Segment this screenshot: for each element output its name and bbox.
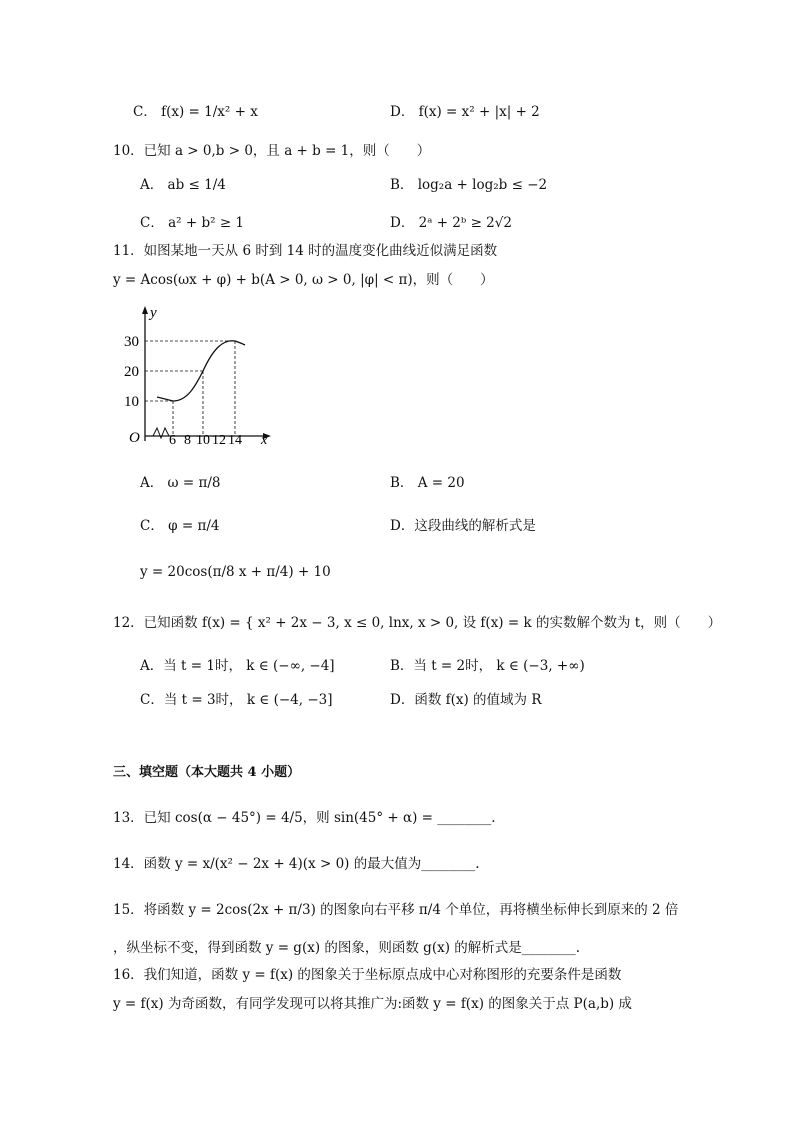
q10-stem: 10．已知 a > 0,b > 0，且 a + b = 1，则（ ）	[113, 143, 431, 159]
x-tick-10: 10	[196, 433, 210, 448]
q12-stem: 12．已知函数 f(x) = { x² + 2x − 3, x ≤ 0, lnx, x > 0, 设 f(x) = k 的实数解个数为 t，则（ ）	[113, 615, 722, 631]
q16-line2: y = f(x) 为奇函数，有同学发现可以将其推广为:函数 y = f(x) 的图象关于点 P(a,b) 成	[113, 996, 632, 1012]
q15-line2: ，纵坐标不变，得到函数 y = g(x) 的图象，则函数 g(x) 的解析式是________.	[113, 940, 581, 956]
y-axis-label: y	[150, 305, 157, 321]
y-tick-20: 20	[124, 364, 139, 380]
q10-option-c: C． a² + b² ≥ 1	[140, 215, 245, 231]
q11-option-c: C． φ = π/4	[140, 518, 220, 534]
q11-stem-line2: y = Acos(ωx + φ) + b(A > 0, ω > 0, |φ| < π)，则（ ）	[113, 272, 494, 288]
q10-option-d: D． 2ᵃ + 2ᵇ ≥ 2√2	[390, 215, 512, 231]
q11-option-b: B． A = 20	[390, 475, 465, 491]
x-tick-6: 6	[169, 433, 176, 448]
q11-option-d: D．这段曲线的解析式是	[390, 518, 536, 534]
q9-option-d: D． f(x) = x² + |x| + 2	[390, 104, 540, 120]
q11-stem-line1: 11．如图某地一天从 6 时到 14 时的温度变化曲线近似满足函数	[113, 243, 498, 259]
x-axis-label: x	[261, 433, 268, 448]
q12-option-a: A．当 t = 1时， k ∈ (−∞, −4]	[140, 658, 335, 674]
y-axis-arrow	[142, 306, 148, 314]
q10-option-b: B． log₂a + log₂b ≤ −2	[390, 177, 548, 193]
temperature-graph	[113, 303, 293, 448]
q12-option-b: B．当 t = 2时， k ∈ (−3, +∞)	[390, 658, 585, 674]
section-title: 三、填空题（本大题共 4 小题）	[113, 765, 301, 780]
q16-line1: 16．我们知道，函数 y = f(x) 的图象关于坐标原点成中心对称图形的充要条件是函数	[113, 967, 622, 983]
origin-label: O	[129, 430, 140, 446]
q13-stem: 13．已知 cos(α − 45°) = 4/5，则 sin(45° + α) = ________.	[113, 810, 496, 826]
q11-option-d-formula: y = 20cos(π/8 x + π/4) + 10	[140, 564, 331, 580]
q12-option-c: C．当 t = 3时， k ∈ (−4, −3]	[140, 692, 333, 708]
q11-option-a: A． ω = π/8	[140, 475, 221, 491]
x-tick-12: 12	[212, 433, 226, 448]
q15-line1: 15．将函数 y = 2cos(2x + π/3) 的图象向右平移 π/4 个单位，再将横坐标伸长到原来的 2 倍	[113, 902, 679, 918]
x-tick-14: 14	[228, 433, 242, 448]
y-tick-30: 30	[124, 334, 139, 350]
q9-option-c: C． f(x) = 1/x² + x	[133, 104, 258, 120]
q14-stem: 14．函数 y = x/(x² − 2x + 4)(x > 0) 的最大值为________.	[113, 856, 480, 872]
y-tick-10: 10	[124, 394, 139, 410]
q12-option-d: D．函数 f(x) 的值域为 R	[390, 692, 542, 708]
q10-option-a: A． ab ≤ 1/4	[140, 177, 226, 193]
x-tick-8: 8	[184, 433, 191, 448]
